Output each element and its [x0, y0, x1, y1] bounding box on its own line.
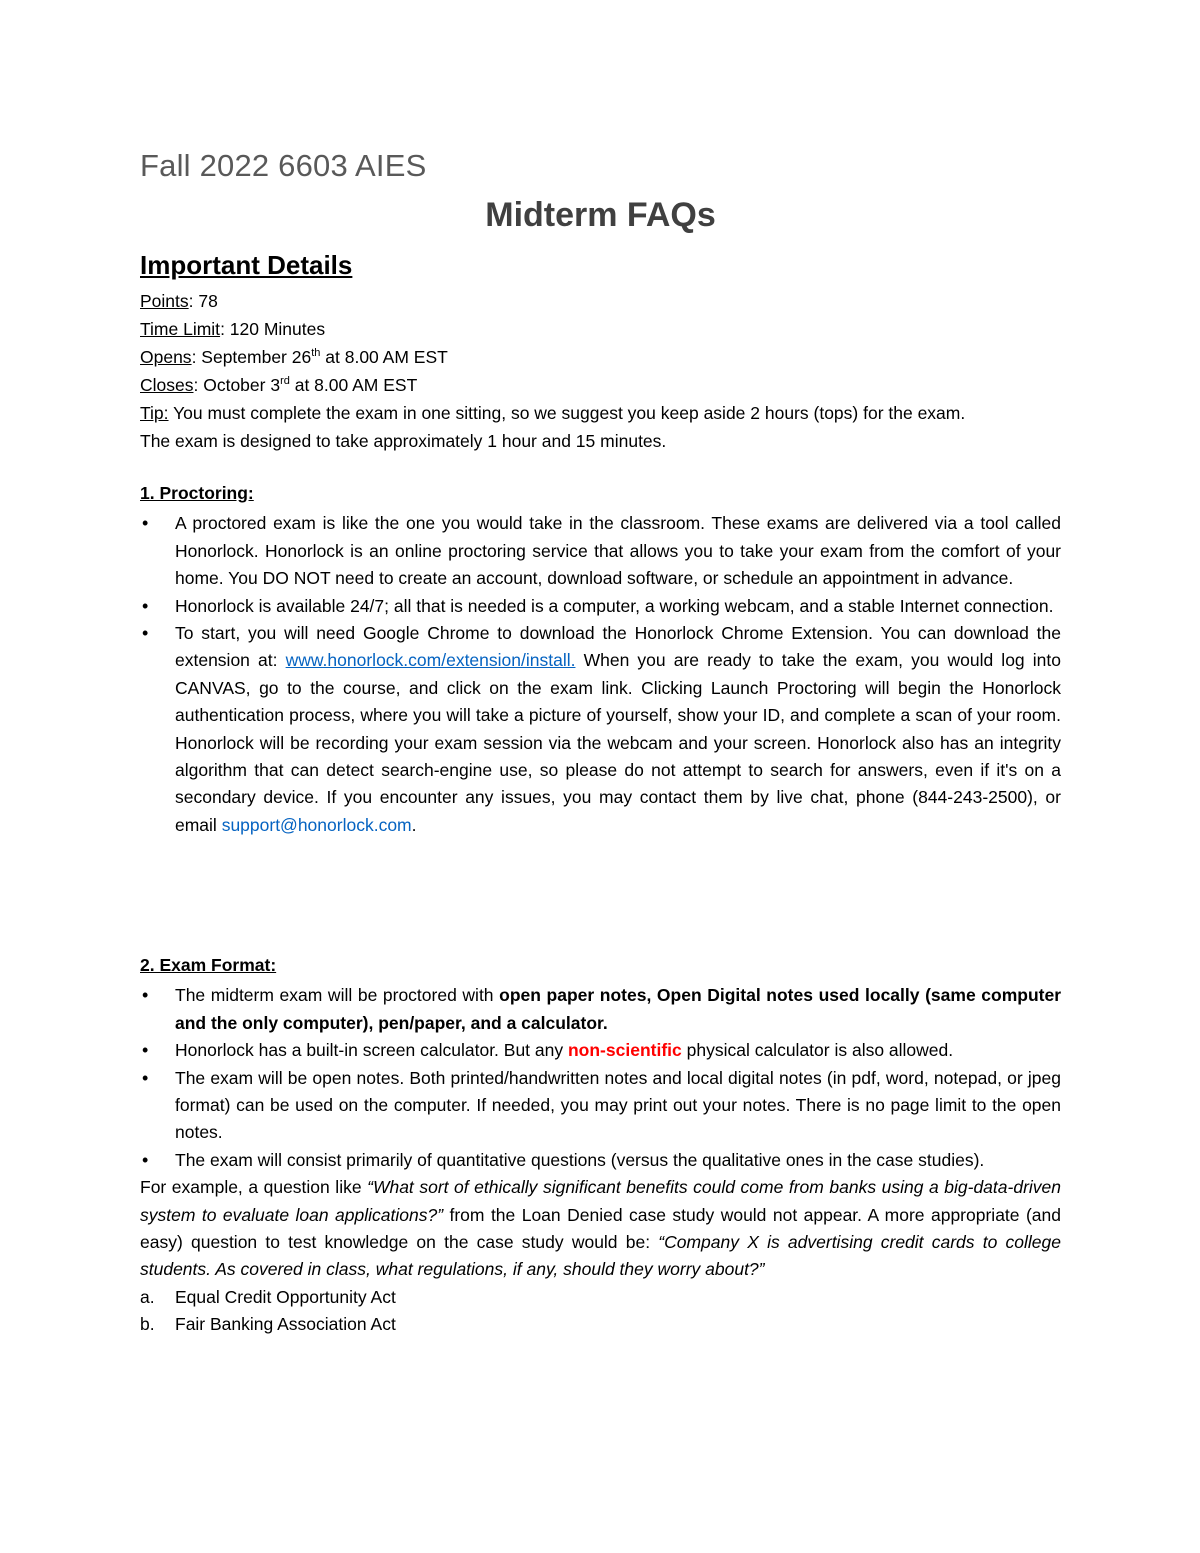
answer-option-a [140, 1284, 1061, 1311]
list-item [140, 1037, 1061, 1064]
time-limit-row [140, 315, 1061, 343]
important-details-list [140, 287, 1061, 455]
format-bullet-2-text-b: physical calculator is also allowed. [681, 1040, 954, 1061]
exam-format-list [140, 982, 1061, 1174]
example-text-b: from the Loan Denied case study would not appear. A more appropriate (and easy) question to test knowledge on the case study would be: [140, 1204, 1061, 1253]
list-item [140, 1147, 1061, 1174]
points-value: : 78 [188, 291, 218, 311]
time-limit-label: Time Limit [140, 319, 221, 339]
closes-label: Closes [140, 375, 194, 395]
opens-date-suffix: th [311, 347, 321, 360]
format-bullet-2-text-a: Honorlock has a built-in screen calculator. But any [175, 1040, 568, 1061]
example-question-1: “What sort of ethically significant benefits could come from banks using a big-data-driven system to evaluate loan applications?” [140, 1177, 1062, 1225]
support-email-link[interactable]: support@honorlock.com [221, 814, 412, 835]
exam-format-heading: 2. Exam Format: [140, 955, 277, 975]
answer-option-b [140, 1311, 1061, 1338]
non-scientific-highlight: non-scientific [567, 1040, 682, 1061]
tip-text-2: The exam is designed to take approximately 1 hour and 15 minutes. [140, 431, 667, 451]
tip-row [140, 399, 1061, 427]
opens-time: at 8.00 AM EST [320, 347, 448, 367]
important-details-heading: Important Details [140, 250, 353, 280]
course-title: Fall 2022 6603 AIES [140, 148, 427, 183]
proctoring-heading: 1. Proctoring: [140, 483, 254, 503]
honorlock-extension-link[interactable]: www.honorlock.com/extension/install. [285, 650, 576, 671]
example-question-2: “Company X is advertising credit cards to college students. As covered in class, what regulations, if any, should they worry about?” [140, 1232, 1061, 1280]
exam-format-section [140, 952, 1061, 1339]
proctoring-bullet-2-text: Honorlock is available 24/7; all that is needed is a computer, a working webcam, and a stable Internet connection. [175, 595, 1054, 616]
option-letter: a. [140, 1286, 155, 1307]
list-item [140, 620, 1061, 839]
proctoring-list [140, 510, 1061, 839]
tip-row-2 [140, 427, 1061, 455]
list-item [140, 593, 1061, 620]
format-bullet-3-text: The exam will be open notes. Both printed/handwritten notes and local digital notes (in pdf, word, notepad, or jpeg format) can be used on the computer. If needed, you may print out your notes. There is no page limit to the open notes. [175, 1067, 1061, 1143]
proctoring-bullet-3-text-b: When you are ready to take the exam, you would log into CANVAS, go to the course, and click on the exam link. Clicking Launch Proctoring will begin the Honorlock authentication process, where you will take a picture of yourself, show your ID, and complete a scan of your room. Honorlock will be recording your exam session via the webcam and your screen. Honorlock also has an integrity algorithm that can detect search-engine use, so please do not attempt to search for answers, even if it's on a secondary device. If you encounter any issues, you may contact them by live chat, phone (844-243-2500), or email [175, 650, 1061, 835]
option-text: Equal Credit Opportunity Act [175, 1286, 396, 1307]
proctoring-bullet-1-text: A proctored exam is like the one you would take in the classroom. These exams are delivered via a tool called Honorlock. Honorlock is an online proctoring service that allows you to take your exam from the comfort of your home. You DO NOT need to create an account, download software, or schedule an appointment in advance. [175, 513, 1061, 589]
format-bullet-4-text: The exam will consist primarily of quantitative questions (versus the qualitative ones in the case studies). [175, 1149, 985, 1170]
closes-date: : October 3 [193, 375, 281, 395]
proctoring-section [140, 480, 1061, 839]
tip-label: Tip: [140, 403, 169, 423]
proctoring-bullet-3-end: . [411, 814, 417, 835]
example-paragraph [140, 1174, 1061, 1284]
opens-row [140, 343, 1061, 371]
format-bullet-1-text: The midterm exam will be proctored with [175, 985, 500, 1006]
option-letter: b. [140, 1314, 155, 1335]
proctoring-bullet-3-text-a: To start, you will need Google Chrome to download the Honorlock Chrome Extension. You can download the extension at: [175, 623, 1061, 671]
opens-date: : September 26 [191, 347, 312, 367]
closes-time: at 8.00 AM EST [289, 375, 418, 395]
opens-label: Opens [140, 347, 192, 367]
points-label: Points [140, 291, 189, 311]
format-bullet-1-bold: open paper notes, Open Digital notes used locally (same computer and the only computer), pen/paper, and a calculator. [175, 985, 1061, 1033]
time-limit-value: : 120 Minutes [220, 319, 326, 339]
page-title: Midterm FAQs [485, 196, 716, 234]
closes-date-suffix: rd [280, 375, 290, 388]
list-item [140, 982, 1061, 1037]
list-item [140, 510, 1061, 592]
closes-row [140, 371, 1061, 399]
list-item [140, 1065, 1061, 1147]
points-row [140, 287, 1061, 315]
option-text: Fair Banking Association Act [175, 1314, 396, 1335]
tip-text: You must complete the exam in one sitting, so we suggest you keep aside 2 hours (tops) for the exam. [168, 403, 966, 423]
example-text-a: For example, a question like [140, 1177, 368, 1198]
